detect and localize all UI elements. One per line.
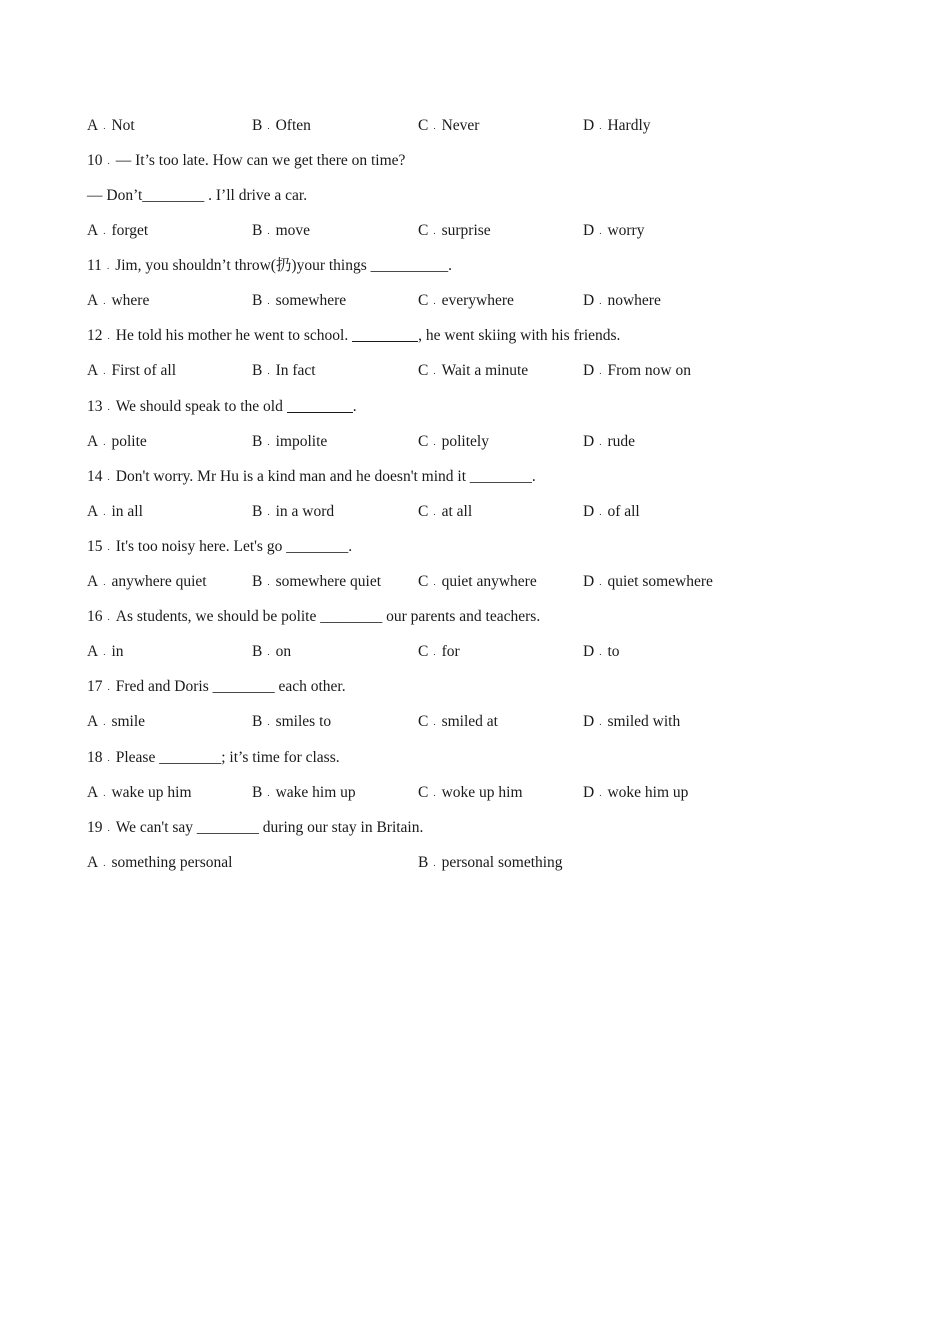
question-11-options-row (87, 290, 887, 312)
question-19-stem: 19 . We can't say ________ during our stay in Britain. (87, 819, 424, 836)
option-c: C . everywhere (418, 292, 514, 309)
question-15-stem: 15 . It's too noisy here. Let's go ________. (87, 538, 353, 555)
option-b: B . smiles to (252, 713, 332, 730)
option-b: B . Often (252, 117, 311, 134)
option-c: C . woke up him (418, 784, 523, 801)
option-c: C . quiet anywhere (418, 573, 537, 590)
option-d: D . nowhere (583, 292, 661, 309)
question-17-options-row (87, 711, 887, 733)
option-c: C . surprise (418, 222, 491, 239)
question-10-stem-line-2: — Don’t________ . I’ll drive a car. (87, 187, 308, 204)
option-c: C . Never (418, 117, 480, 134)
question-15-options-row (87, 571, 887, 593)
option-b: B . wake him up (252, 784, 356, 801)
option-a: A . wake up him (87, 784, 192, 801)
option-c: C . for (418, 643, 460, 660)
option-b: B . personal something (418, 854, 563, 871)
question-16-options-row (87, 641, 887, 663)
option-b: B . move (252, 222, 311, 239)
option-c: C . politely (418, 433, 489, 450)
answer-blank (352, 327, 418, 342)
question-12-options-row (87, 360, 887, 382)
option-b: B . on (252, 643, 292, 660)
option-b: B . in a word (252, 503, 335, 520)
question-13-stem: 13 . We should speak to the old . (87, 398, 357, 415)
question-10-options-row (87, 220, 887, 242)
option-a: A . in (87, 643, 124, 660)
option-b: B . somewhere quiet (252, 573, 382, 590)
option-a: A . smile (87, 713, 146, 730)
question-16-stem: 16 . As students, we should be polite ________ our parents and teachers. (87, 608, 541, 625)
option-a: A . something personal (87, 854, 233, 871)
option-a: A . First of all (87, 362, 177, 379)
question-14-options-row (87, 501, 887, 523)
answer-blank (287, 398, 353, 413)
option-a: A . anywhere quiet (87, 573, 207, 590)
option-d: D . to (583, 643, 620, 660)
option-b: B . impolite (252, 433, 328, 450)
question-12-stem: 12 . He told his mother he went to school. , he went skiing with his friends. (87, 327, 621, 344)
q9-options-row (87, 115, 887, 137)
option-a: A . forget (87, 222, 149, 239)
option-d: D . of all (583, 503, 640, 520)
option-a: A . where (87, 292, 150, 309)
question-11-stem: 11 . Jim, you shouldn’t throw(扔)your things __________. (87, 257, 453, 274)
option-a: A . polite (87, 433, 147, 450)
question-13-options-row (87, 431, 887, 453)
option-c: C . smiled at (418, 713, 498, 730)
option-a: A . in all (87, 503, 143, 520)
option-c: C . Wait a minute (418, 362, 529, 379)
option-d: D . Hardly (583, 117, 651, 134)
question-10-stem: 10 . — It’s too late. How can we get there on time? (87, 152, 406, 169)
question-18-options-row (87, 782, 887, 804)
question-14-stem: 14 . Don't worry. Mr Hu is a kind man and he doesn't mind it ________. (87, 468, 536, 485)
option-d: D . woke him up (583, 784, 689, 801)
option-d: D . quiet somewhere (583, 573, 713, 590)
option-d: D . From now on (583, 362, 691, 379)
option-b: B . somewhere (252, 292, 347, 309)
option-a: A . Not (87, 117, 135, 134)
question-17-stem: 17 . Fred and Doris ________ each other. (87, 678, 346, 695)
option-d: D . rude (583, 433, 635, 450)
option-c: C . at all (418, 503, 473, 520)
option-d: D . worry (583, 222, 645, 239)
option-b: B . In fact (252, 362, 316, 379)
question-18-stem: 18 . Please ________; it’s time for class. (87, 749, 340, 766)
question-19-options-row (87, 852, 887, 874)
option-d: D . smiled with (583, 713, 681, 730)
